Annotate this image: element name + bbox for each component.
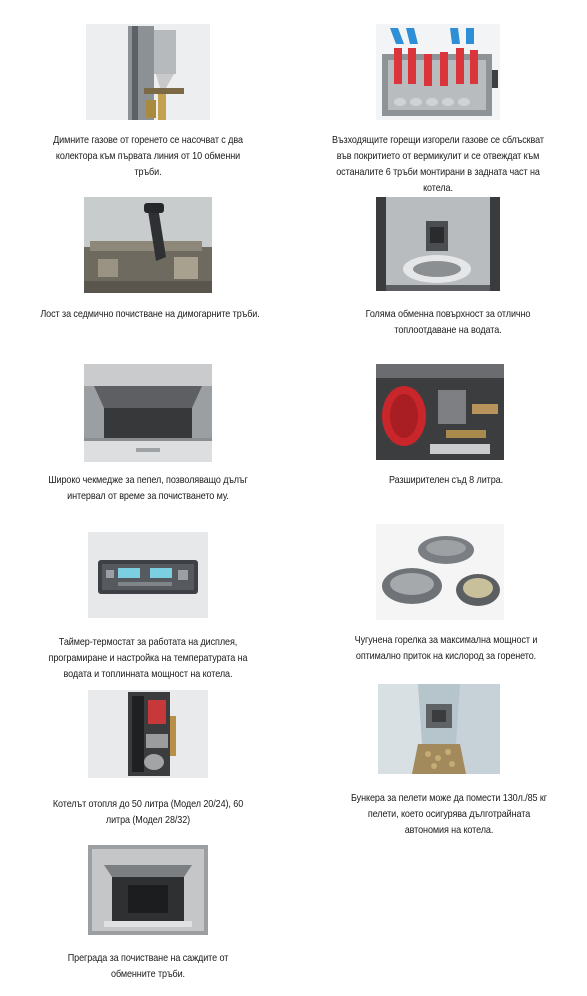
caption-expansion-vessel: Разширителен съд 8 литра. — [388, 474, 504, 486]
caption-vermiculite-tubes: Възходящите горещи изгорели газове се сблъскват във покритието от вермикулит и се отвеждат към останалите 6 тръби монтирани в задната част на котела. — [332, 134, 544, 194]
caption-boiler-capacity: Котелът отопля до 50 литра (Модел 20/24), 60 литра (Модел 28/32) — [52, 798, 244, 826]
photo-pellet-hopper — [378, 684, 500, 774]
caption-ash-drawer: Широко чекмедже за пепел, позволяващо дълъг интервал от време за почистването му. — [48, 474, 248, 502]
photo-ash-drawer — [84, 364, 212, 462]
caption-exchange-surface: Голяма обменна повърхност за отлично топлоотдаване на водата. — [365, 308, 531, 336]
caption-flue-collectors: Димните газове от горенето се насочват с два колектора към първата линия от 10 обменни тръби. — [53, 134, 243, 178]
photo-exchange-surface — [376, 197, 500, 291]
photo-cleaning-lever — [84, 197, 212, 293]
photo-flue-collectors — [86, 24, 210, 120]
photo-boiler-cutaway — [88, 690, 208, 778]
photo-timer-thermostat — [88, 532, 208, 618]
photo-soot-partition — [88, 845, 208, 935]
caption-soot-partition: Преграда за почистване на саждите от обменните тръби. — [67, 952, 229, 980]
caption-cleaning-lever: Лост за седмично почистване на димогарните тръби. — [40, 308, 260, 320]
caption-cast-iron-burner: Чугунена горелка за максимална мощност и оптимално приток на кислород за горенето. — [354, 634, 538, 662]
caption-pellet-hopper: Бункера за пелети може да помести 130л./85 кг пелети, което осигурява дълготрайната автономия на котела. — [351, 792, 547, 836]
photo-expansion-vessel — [376, 364, 504, 460]
caption-timer-thermostat: Таймер-термостат за работата на дисплея, програмиране и настройка на температурата на водата и топлинната мощност на котела. — [48, 636, 248, 680]
photo-vermiculite-tubes — [376, 24, 500, 120]
photo-cast-iron-burner — [376, 524, 504, 620]
